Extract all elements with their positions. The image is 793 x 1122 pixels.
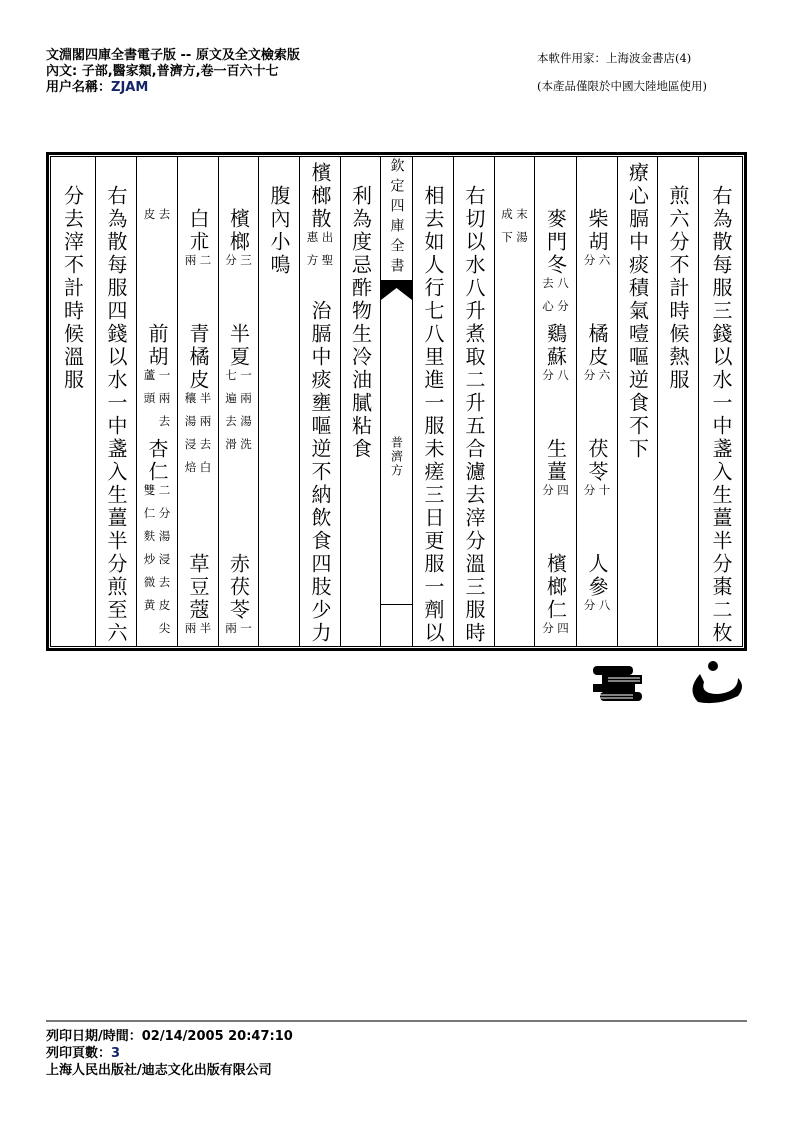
annotation-line: 出聖 [320, 231, 335, 277]
annotation-note [542, 622, 569, 645]
print-date-label: 列印日期/時間： [46, 1029, 142, 1044]
print-date-value: 02/14/2005 20:47:10 [141, 1029, 293, 1044]
annotation-line: 分 [224, 254, 238, 277]
text-column [534, 156, 576, 647]
annotation-line: 分 [582, 484, 597, 507]
annotation-line: 分 [541, 369, 555, 392]
annotation-line: 八 [556, 369, 570, 392]
publisher: 上海人民出版社/迪志文化出版有限公司 [46, 1063, 272, 1078]
annotation-note [307, 231, 334, 277]
annotation-line: 分 [541, 622, 555, 645]
annotation-line: 惠方 [305, 231, 320, 277]
main-text: 青橘皮 [186, 277, 210, 392]
annotation-line: 十 [597, 484, 612, 507]
annotation-note [185, 254, 212, 277]
panel-divider [381, 604, 412, 605]
main-text: 生薑 [543, 392, 568, 484]
main-text: 檳榔散 [308, 162, 332, 231]
annotation-line: 六 [597, 254, 612, 277]
main-text: 鷄蘇 [543, 323, 568, 369]
annotation-line: 一 [239, 622, 253, 645]
annotation-line: 三 [239, 254, 253, 277]
seal-icon [692, 661, 742, 703]
main-text: 橘皮 [585, 277, 609, 369]
text-columns [50, 156, 743, 647]
annotation-note [144, 208, 171, 231]
text-column [136, 156, 177, 647]
annotation-note [185, 622, 212, 645]
annotation-note [144, 369, 171, 438]
restriction-notice: (本產品僅限於中國大陸地區使用) [537, 79, 707, 93]
main-text: 相去如人行七八里進一服未瘥三日更服一劑以 [421, 185, 445, 645]
header-user [46, 80, 148, 96]
main-text: 利為度忌酢物生冷油膩粘食 [348, 185, 373, 461]
main-text: 右切以水八升煮取二升五合濾去滓分溫三服時 [462, 185, 486, 645]
annotation-line: 兩 [183, 254, 198, 277]
annotation-line: 穰湯浸焙 [183, 392, 198, 484]
text-column [617, 156, 657, 647]
fishtail-mark-icon [381, 280, 412, 300]
text-column [50, 156, 95, 647]
text-column [698, 156, 743, 647]
main-text: 白朮 [186, 185, 210, 254]
text-column [453, 156, 494, 647]
main-text: 分去滓不計時候溫服 [60, 185, 85, 392]
main-text: 右為散每服四錢以水一中盞入生薑半分煎至六 [104, 185, 128, 645]
annotation-note [584, 484, 611, 507]
main-text: 前胡 [145, 231, 169, 369]
annotation-line: 半 [198, 622, 213, 645]
main-text: 柴胡 [585, 185, 609, 254]
book-title: 普濟方 [389, 436, 404, 478]
text-column [177, 156, 218, 647]
text-column [258, 156, 299, 647]
annotation-note [542, 369, 569, 392]
annotation-line: 分 [541, 484, 555, 507]
center-panel [380, 156, 412, 647]
annotation-line: 一兩湯洗 [239, 369, 253, 461]
text-column [576, 156, 617, 647]
collection-title: 欽定四庫全書 [388, 158, 405, 278]
annotation-line: 皮 [142, 208, 157, 231]
main-text: 茯苓 [585, 392, 609, 484]
annotation-line: 雙仁麩炒微黄 [142, 484, 157, 622]
books-and-seal-logo [588, 660, 748, 706]
annotation-note [584, 599, 611, 622]
annotation-line: 二分湯浸去皮尖 [157, 484, 172, 645]
annotation-line: 六 [597, 369, 612, 392]
main-text: 麥門冬 [543, 185, 568, 277]
main-text: 半夏 [226, 277, 251, 369]
main-text: 杏仁 [145, 438, 169, 484]
text-column [494, 156, 534, 647]
annotation-line: 成下 [500, 208, 514, 254]
annotation-line: 四 [556, 484, 570, 507]
print-pages-label: 列印頁數： [46, 1046, 112, 1061]
user-name: ZJAM [111, 80, 149, 95]
main-text: 治膈中痰壅嘔逆不納飲食四肢少力 [308, 277, 332, 645]
annotation-line: 去心 [541, 277, 555, 323]
annotation-note [185, 392, 212, 484]
licensee: 本軟件用家：上海波金書店(4) [537, 51, 692, 65]
annotation-line: 半兩去白 [198, 392, 213, 484]
text-column [340, 156, 380, 647]
annotation-note [584, 254, 611, 277]
text-column [95, 156, 136, 647]
annotation-line: 二 [198, 254, 213, 277]
annotation-line: 分 [582, 599, 597, 622]
main-text: 檳榔仁 [543, 507, 568, 622]
annotation-line: 兩 [224, 622, 238, 645]
header-title: 文淵閣四庫全書電子版 -- 原文及全文檢索版 [46, 48, 300, 63]
main-text: 人參 [585, 507, 609, 599]
annotation-line: 分 [582, 254, 597, 277]
main-text: 療心膈中痰積氣噎嘔逆食不下 [625, 162, 650, 461]
annotation-note [225, 369, 252, 461]
annotation-line: 去 [157, 208, 172, 231]
books-icon [593, 666, 642, 701]
annotation-line: 四 [556, 622, 570, 645]
annotation-line: 一兩去 [157, 369, 172, 438]
main-text: 草豆蔻 [186, 484, 210, 622]
main-text: 檳榔 [226, 185, 251, 254]
annotation-line: 七遍去滑 [224, 369, 238, 461]
header-content-path: 內文: 子部,醫家類,普濟方,卷一百六十七 [46, 64, 279, 79]
annotation-note [225, 254, 252, 277]
annotation-line: 末湯 [515, 208, 529, 254]
annotation-note [542, 277, 569, 323]
main-text: 右為散每服三錢以水一中盞入生薑半分棗二枚 [709, 185, 733, 645]
annotation-note [144, 484, 171, 645]
user-label: 用户名稱： [46, 80, 112, 95]
main-text: 赤茯苓 [226, 461, 251, 622]
annotation-line: 八分 [556, 277, 570, 323]
main-text [147, 185, 167, 208]
annotation-note [542, 484, 569, 507]
print-pages-value: 3 [111, 1046, 121, 1061]
text-column [657, 156, 698, 647]
annotation-line: 八 [597, 599, 612, 622]
annotation-note [501, 208, 528, 254]
annotation-line: 蘆頭 [142, 369, 157, 415]
main-text: 煎六分不計時候熱服 [666, 185, 690, 392]
text-column [218, 156, 258, 647]
main-text [505, 185, 525, 208]
annotation-note [225, 622, 252, 645]
text-column [412, 156, 453, 647]
annotation-line: 分 [582, 369, 597, 392]
footer-divider [46, 1020, 747, 1022]
main-text: 腹內小鳴 [267, 185, 291, 277]
annotation-line: 兩 [183, 622, 198, 645]
text-column [299, 156, 340, 647]
annotation-note [584, 369, 611, 392]
